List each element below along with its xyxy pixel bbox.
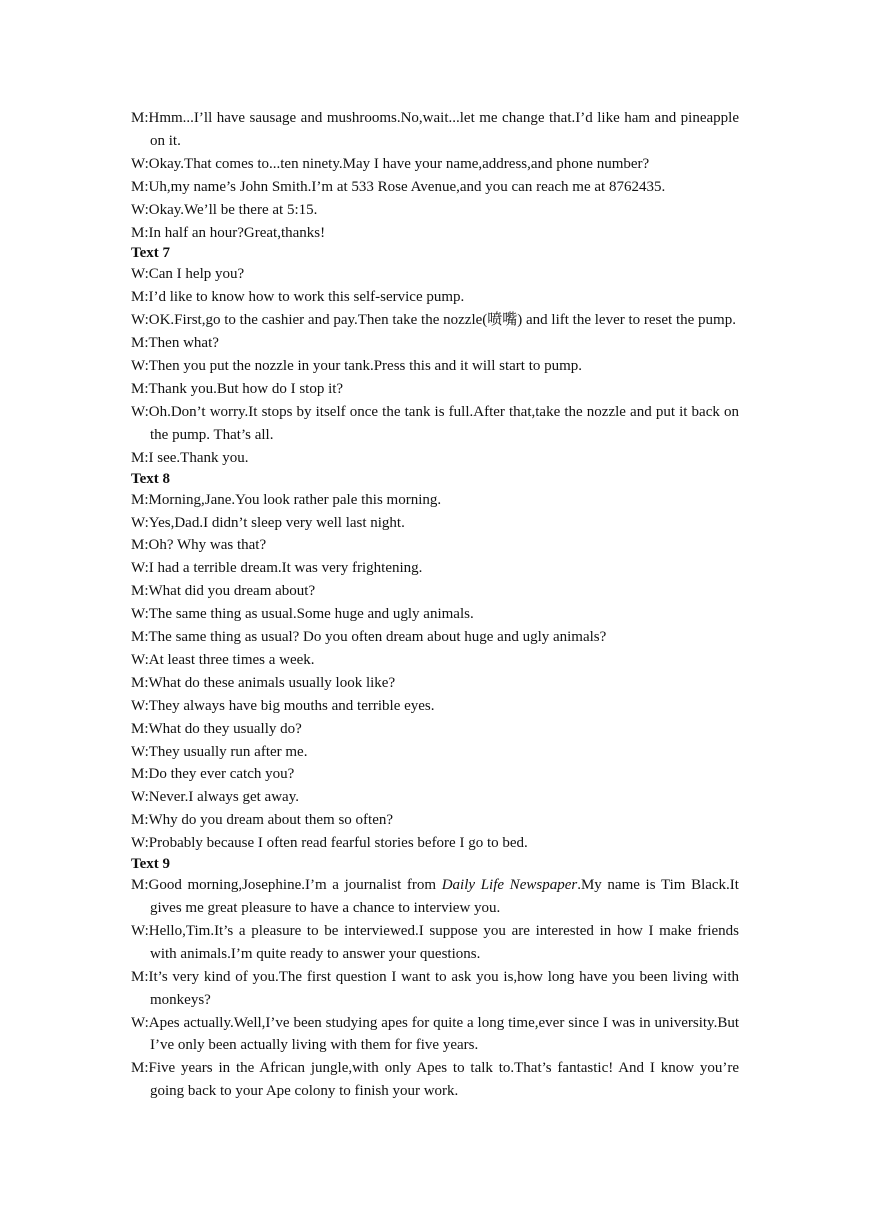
document-page	[131, 107, 739, 1103]
dialogue-line: W:Hello,Tim.It’s a pleasure to be interviewed.I suppose you are interested in how I make friends with animals.I’m quite ready to answer your questions.	[131, 922, 739, 962]
dialogue-line: M:In half an hour?Great,thanks!	[131, 224, 326, 241]
dialogue-text: .My name is Tim Black.It gives me great pleasure to have a chance to interview you.	[150, 877, 739, 916]
section-heading: Text 9	[131, 856, 171, 873]
dialogue-line: M:It’s very kind of you.The first question I want to ask you is,how long have you been living with monkeys?	[131, 968, 739, 1008]
dialogue-line: W:Oh.Don’t worry.It stops by itself once the tank is full.After that,take the nozzle and put it back on the pump. That’s all.	[131, 403, 739, 443]
dialogue-line: M:Thank you.But how do I stop it?	[131, 380, 344, 397]
dialogue-line: M:Do they ever catch you?	[131, 766, 295, 783]
dialogue-line: M:Then what?	[131, 335, 219, 352]
dialogue-line: W:Yes,Dad.I didn’t sleep very well last night.	[131, 514, 405, 531]
dialogue-line: W:I had a terrible dream.It was very frightening.	[131, 560, 423, 577]
dialogue-line: W:Probably because I often read fearful stories before I go to bed.	[131, 835, 528, 852]
dialogue-line: W:OK.First,go to the cashier and pay.Then take the nozzle(喷嘴) and lift the lever to reset the pump.	[131, 312, 736, 329]
dialogue-line: M:What do these animals usually look like?	[131, 674, 396, 691]
newspaper-title: Daily Life Newspaper	[441, 877, 578, 894]
dialogue-line: M:I see.Thank you.	[131, 449, 249, 466]
dialogue-line: W:They usually run after me.	[131, 743, 308, 760]
dialogue-line: M:The same thing as usual? Do you often dream about huge and ugly animals?	[131, 629, 607, 646]
dialogue-line: M:Hmm...I’ll have sausage and mushrooms.No,wait...let me change that.I’d like ham and pineapple on it.	[131, 110, 739, 149]
dialogue-line: W:Okay.We’ll be there at 5:15.	[131, 201, 318, 218]
dialogue-line: W:Never.I always get away.	[131, 789, 299, 806]
dialogue-line: M:Uh,my name’s John Smith.I’m at 533 Rose Avenue,and you can reach me at 8762435.	[131, 178, 666, 195]
dialogue-line: M:What did you dream about?	[131, 583, 316, 600]
dialogue-line: W:They always have big mouths and terrible eyes.	[131, 697, 435, 714]
dialogue-line: W:The same thing as usual.Some huge and ugly animals.	[131, 606, 474, 623]
section-heading: Text 7	[131, 245, 171, 262]
dialogue-line: W:Then you put the nozzle in your tank.Press this and it will start to pump.	[131, 358, 583, 375]
dialogue-line: M:Why do you dream about them so often?	[131, 812, 394, 829]
dialogue-line: W:At least three times a week.	[131, 651, 315, 668]
dialogue-line: M:What do they usually do?	[131, 720, 302, 737]
dialogue-line: W:Can I help you?	[131, 266, 245, 283]
dialogue-text: M:Good morning,Josephine.I’m a journalist from	[131, 877, 442, 894]
dialogue-line: W:Apes actually.Well,I’ve been studying apes for quite a long time,ever since I was in university.But I’ve only been actually living with them for five years.	[131, 1014, 739, 1054]
section-heading: Text 8	[131, 470, 171, 487]
dialogue-line: W:Okay.That comes to...ten ninety.May I have your name,address,and phone number?	[131, 155, 650, 172]
dialogue-line: M:Five years in the African jungle,with only Apes to talk to.That’s fantastic! And I know you’re going back to your Ape colony to finish your work.	[131, 1060, 739, 1100]
dialogue-line: M:Morning,Jane.You look rather pale this morning.	[131, 491, 442, 508]
dialogue-line	[131, 874, 739, 920]
dialogue-line: M:Oh? Why was that?	[131, 537, 267, 554]
dialogue-line: M:I’d like to know how to work this self-service pump.	[131, 289, 465, 306]
